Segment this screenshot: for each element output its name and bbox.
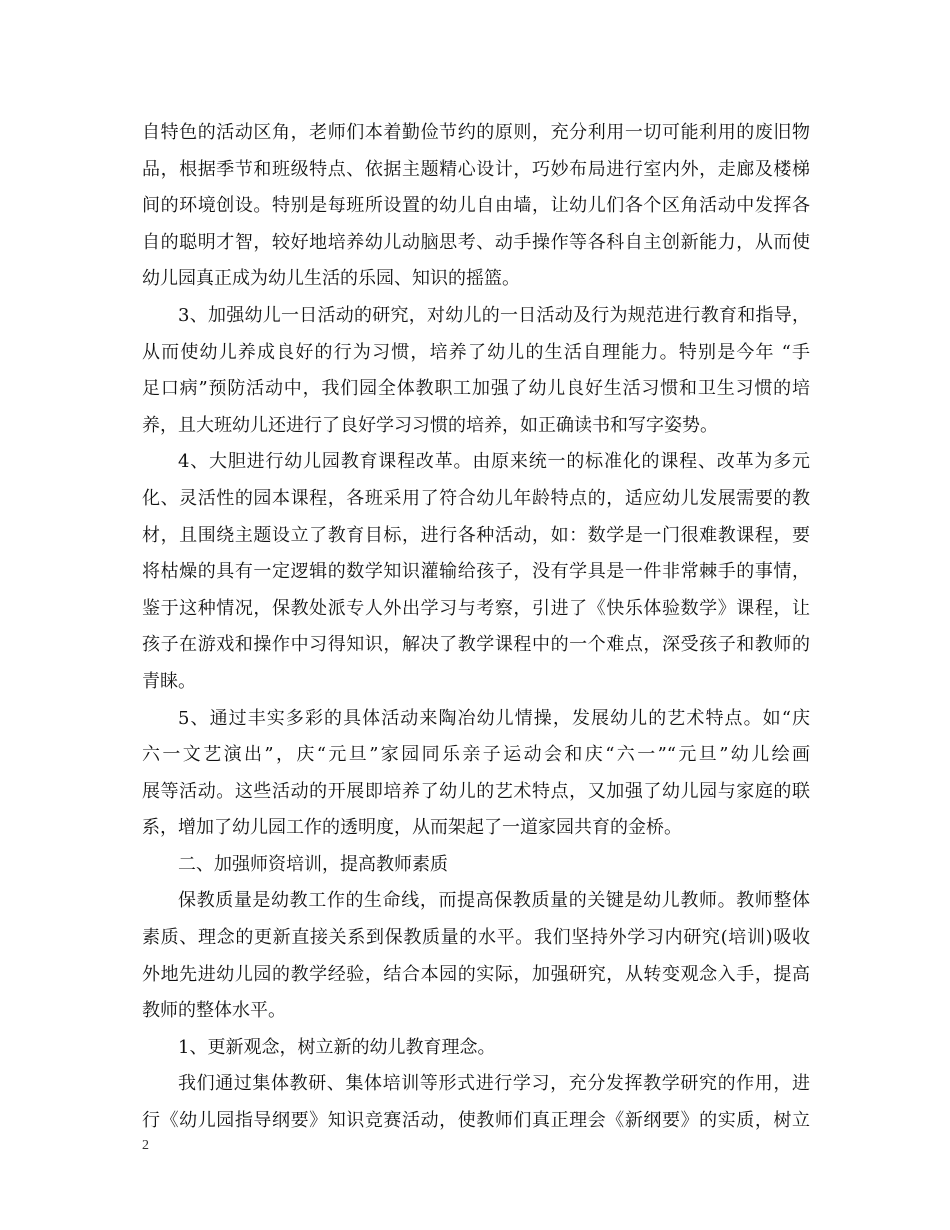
text-line: 3、加强幼儿一日活动的研究，对幼儿的一日活动及行为规范进行教育和指导， <box>178 304 810 326</box>
text-line: 足口病”预防活动中，我们园全体教职工加强了幼儿良好生活习惯和卫生习惯的培 <box>142 378 810 400</box>
text-line: 将枯燥的具有一定逻辑的数学知识灌输给孩子，没有学具是一件非常棘手的事情， <box>142 561 810 583</box>
text-line: 鉴于这种情况，保教处派专人外出学习与考察，引进了《快乐体验数学》课程，让 <box>142 597 810 619</box>
text-line: 孩子在游戏和操作中习得知识，解决了教学课程中的一个难点，深受孩子和教师的 <box>142 634 810 656</box>
text-line: 从而使幼儿养成良好的行为习惯，培养了幼儿的生活自理能力。特别是今年 “手 <box>142 341 810 363</box>
text-line: 我们通过集体教研、集体培训等形式进行学习，充分发挥教学研究的作用，进 <box>178 1073 810 1095</box>
text-line: 外地先进幼儿园的教学经验，结合本园的实际，加强研究，从转变观念入手，提高 <box>142 963 810 985</box>
text-line: 化、灵活性的园本课程，各班采用了符合幼儿年龄特点的，适应幼儿发展需要的教 <box>142 487 810 509</box>
text-line: 保教质量是幼教工作的生命线，而提高保教质量的关键是幼儿教师。教师整体 <box>178 890 810 912</box>
text-line: 素质、理念的更新直接关系到保教质量的水平。我们坚持外学习内研究(培训)吸收 <box>142 927 810 949</box>
text-line: 系，增加了幼儿园工作的透明度，从而架起了一道家园共育的金桥。 <box>142 817 682 839</box>
text-line: 自的聪明才智，较好地培养幼儿动脑思考、动手操作等各科自主创新能力，从而使 <box>142 231 810 253</box>
text-line: 教师的整体水平。 <box>142 1000 286 1022</box>
text-line: 4、大胆进行幼儿园教育课程改革。由原来统一的标准化的课程、改革为多元 <box>178 451 810 473</box>
text-line: 间的环境创设。特别是每班所设置的幼儿自由墙，让幼儿们各个区角活动中发挥各 <box>142 195 810 217</box>
text-line: 1、更新观念，树立新的幼儿教育理念。 <box>178 1036 496 1058</box>
text-line: 材，且围绕主题设立了教育目标，进行各种活动，如：数学是一门很难教课程，要 <box>142 524 810 546</box>
text-line: 行《幼儿园指导纲要》知识竞赛活动，使教师们真正理会《新纲要》的实质，树立 <box>142 1110 810 1132</box>
text-line: 展等活动。这些活动的开展即培养了幼儿的艺术特点，又加强了幼儿园与家庭的联 <box>142 780 810 802</box>
body-text <box>142 115 810 1140</box>
page-number: 2 <box>142 1138 149 1153</box>
text-line: 5、通过丰实多彩的具体活动来陶冶幼儿情操，发展幼儿的艺术特点。如“庆 <box>178 707 810 729</box>
text-line: 养，且大班幼儿还进行了良好学习习惯的培养，如正确读书和写字姿势。 <box>142 414 718 436</box>
text-line: 青睐。 <box>142 670 196 692</box>
text-line: 品，根据季节和班级特点、依据主题精心设计，巧妙布局进行室内外，走廊及楼梯 <box>142 158 810 180</box>
text-line: 自特色的活动区角，老师们本着勤俭节约的原则，充分利用一切可能利用的废旧物 <box>142 122 810 143</box>
text-line: 幼儿园真正成为幼儿生活的乐园、知识的摇篮。 <box>142 268 520 290</box>
text-line: 二、加强师资培训，提高教师素质 <box>178 853 448 875</box>
text-line: 六一文艺演出”，庆“元旦”家园同乐亲子运动会和庆“六一”“元旦”幼儿绘画 <box>142 744 810 766</box>
